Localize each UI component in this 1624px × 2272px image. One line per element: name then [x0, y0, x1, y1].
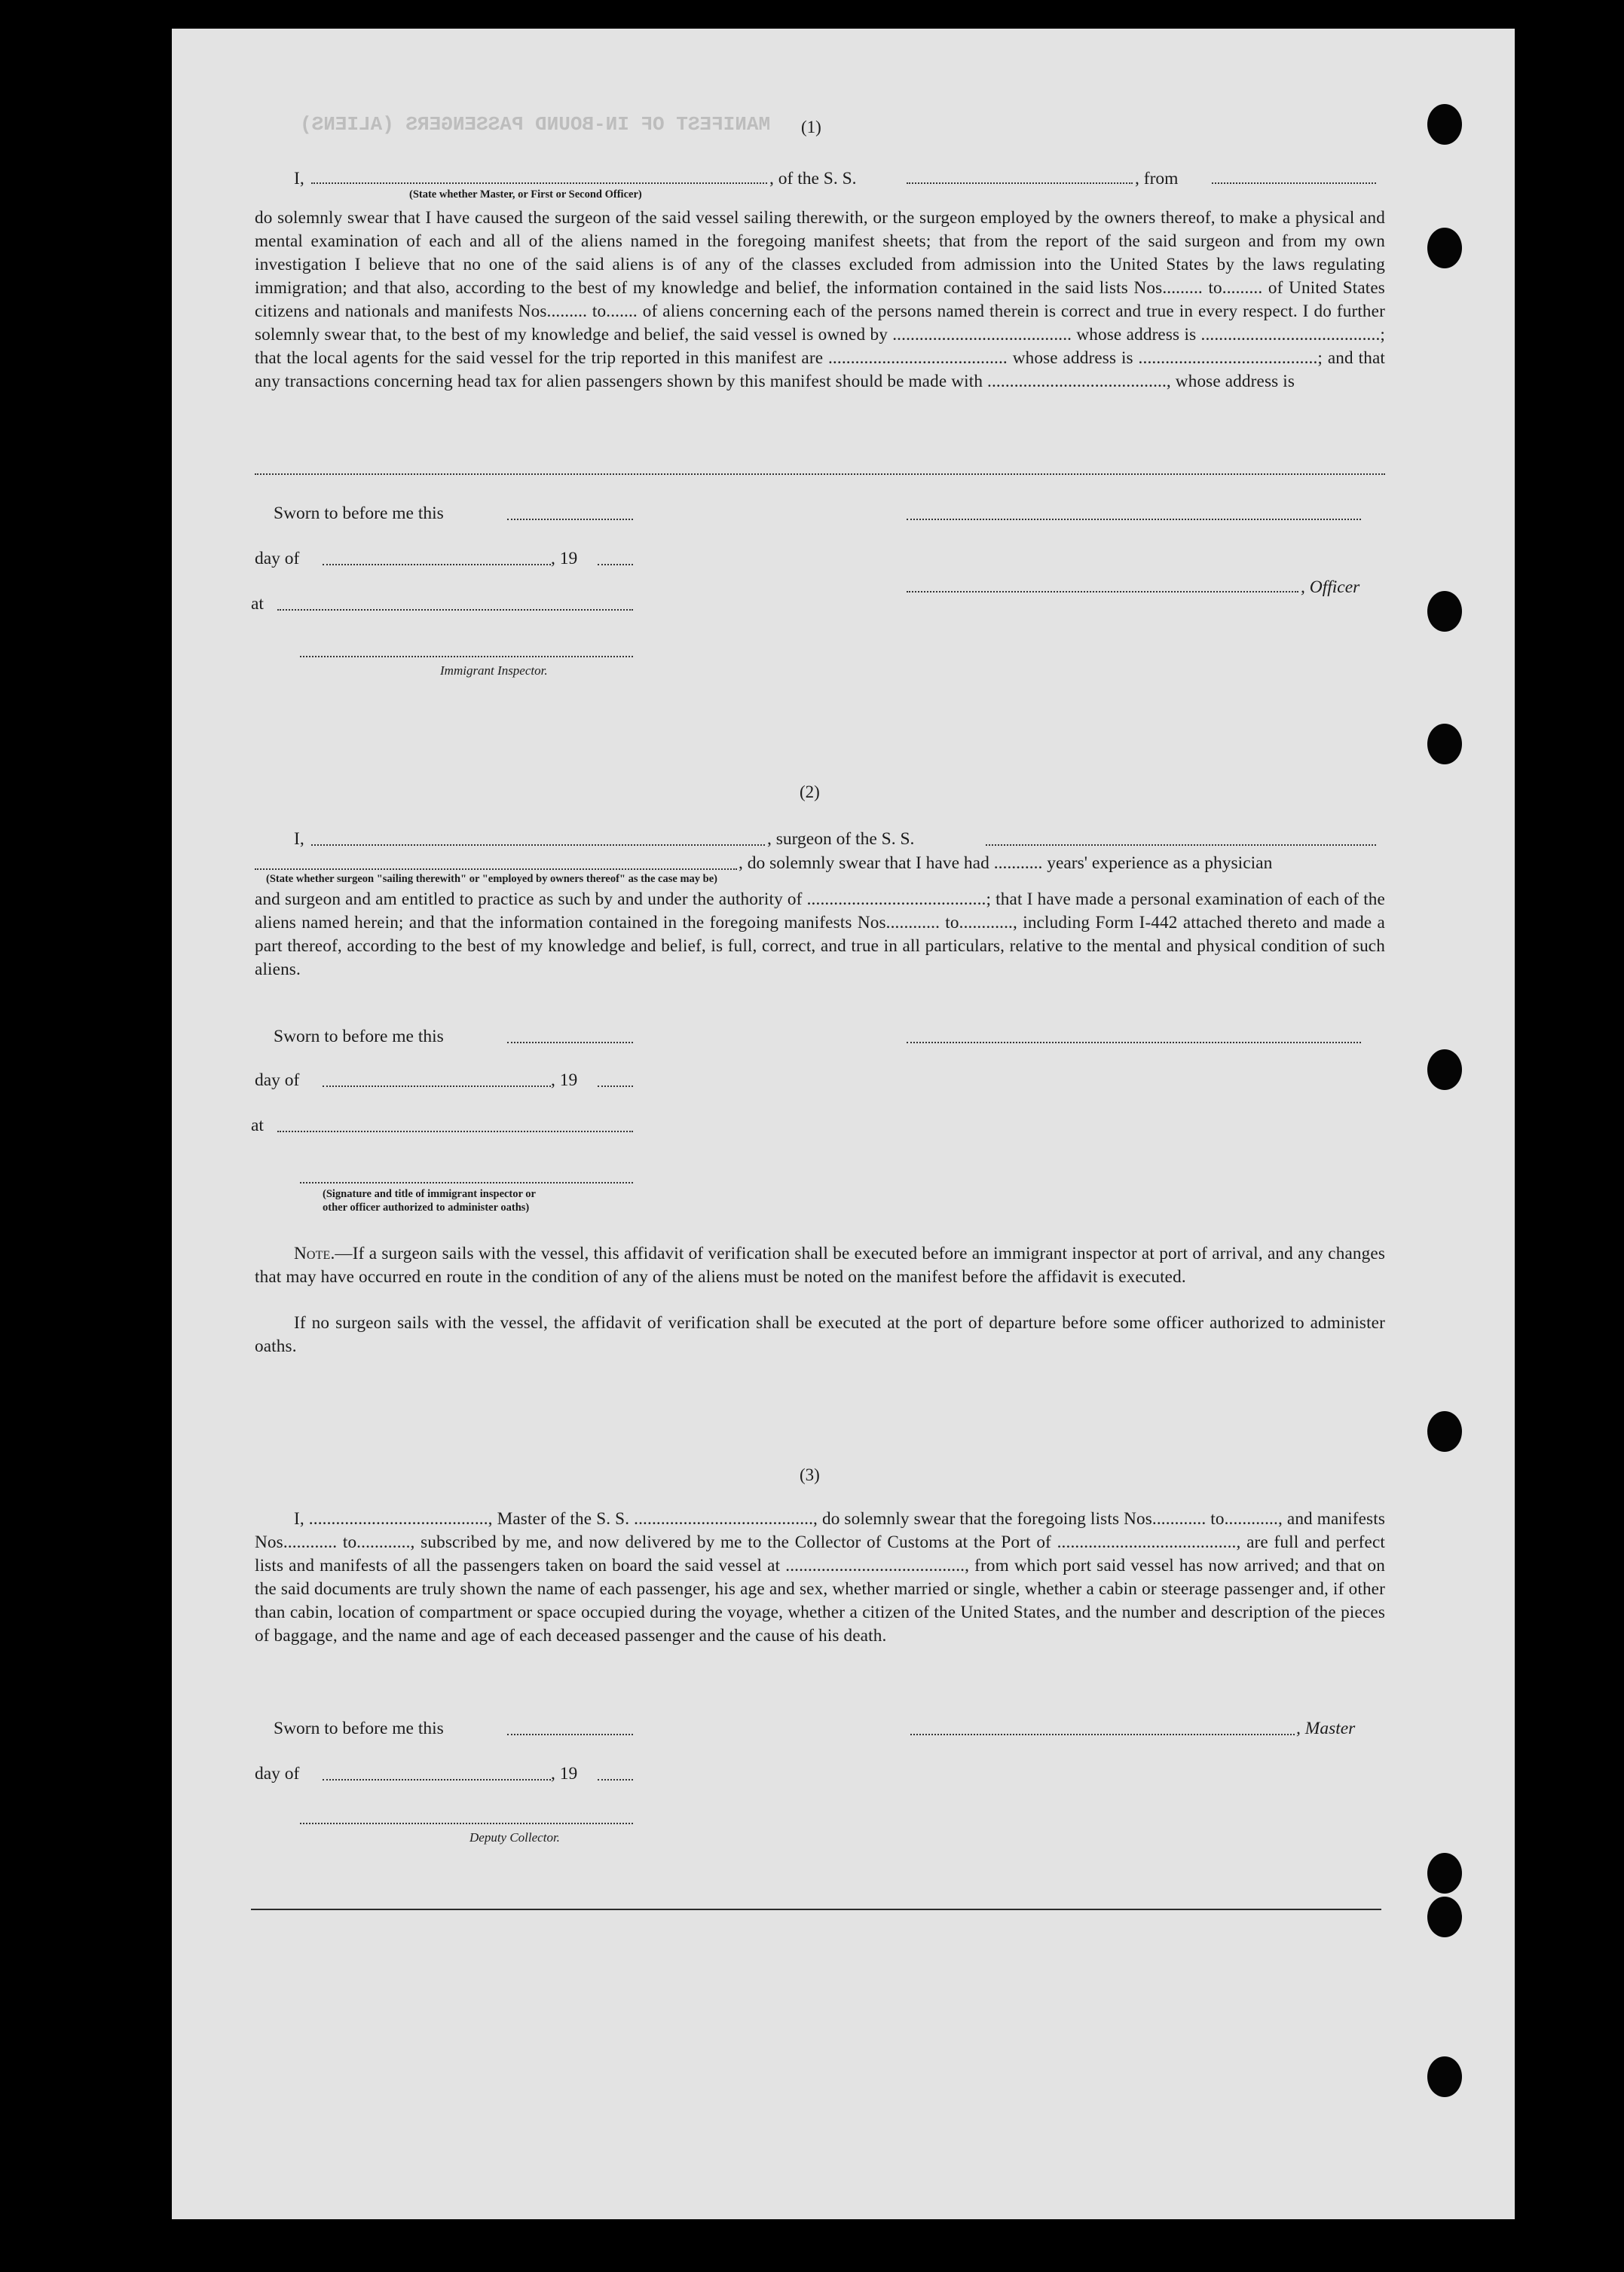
section-3-deputy-blank[interactable]: [300, 1823, 633, 1824]
section-2-sig-note-1: (Signature and title of immigrant inspector or: [323, 1188, 536, 1200]
section-2-note-2: If no surgeon sails with the vessel, the affidavit of verification shall be executed at the port of departure before some officer authorized to administer oaths.: [255, 1313, 1385, 1356]
section-3-master-blank[interactable]: [910, 1734, 1295, 1735]
note-text: —If a surgeon sails with the vessel, this affidavit of verification shall be executed before an immigrant inspector at port of arrival, and any changes that may have occurred en route in the condition of any of the aliens must be noted on the manifest before the affidavit is executed.: [255, 1244, 1385, 1287]
punch-hole: [1427, 591, 1462, 632]
section-3-sworn-blank[interactable]: [507, 1734, 633, 1735]
section-2-paragraph: and surgeon and am entitled to practice as such by and under the authority of ........................................; that I have made a personal examination of each of the aliens named herein; and that the information contained in the foregoing manifests Nos............ to............, including Form I-442 attached thereto and made a part thereof, according to the best of my knowledge and belief, is full, correct, and true in all particulars, relative to the mental and physical condition of such aliens.: [255, 890, 1385, 979]
section-3-master: , Master: [1296, 1719, 1356, 1738]
section-1-signature-blank[interactable]: [907, 519, 1361, 520]
section-2-note: [255, 1242, 1385, 1289]
section-3-year-blank[interactable]: [598, 1779, 633, 1781]
section-3-day-of: day of: [255, 1764, 300, 1784]
punch-hole: [1427, 1049, 1462, 1090]
section-2-sworn-blank[interactable]: [507, 1042, 633, 1043]
section-2-title-blank[interactable]: [255, 868, 737, 870]
section-1-address-blank[interactable]: [255, 473, 1385, 475]
punch-hole: [1427, 724, 1462, 764]
section-2-oath-blank[interactable]: [300, 1182, 633, 1183]
section-2-sig-note-2: other officer authorized to administer oaths): [323, 1202, 530, 1214]
section-2-year-blank[interactable]: [598, 1085, 633, 1087]
section-1-day-of: day of: [255, 549, 300, 568]
punch-hole: [1427, 104, 1462, 145]
section-1-ship-blank[interactable]: [907, 182, 1133, 184]
section-2-state-note: (State whether surgeon "sailing therewith" or "employed by owners thereof" as the case may be): [266, 873, 717, 885]
section-3-year: , 19: [551, 1764, 578, 1784]
section-1-officer: , Officer: [1301, 577, 1360, 597]
section-3-number: (3): [800, 1465, 820, 1484]
section-1-at-blank[interactable]: [277, 609, 633, 611]
section-1-from: , from: [1135, 169, 1179, 188]
section-1-line1-i: I,: [294, 169, 304, 188]
section-2-line2: , do solemnly swear that I have had ........... years' experience as a physician: [739, 853, 1273, 873]
section-2-name-blank[interactable]: [311, 844, 765, 846]
section-3-sworn: Sworn to before me this: [274, 1719, 444, 1738]
section-1-rank-blank[interactable]: [311, 182, 767, 184]
section-3-paragraph: I, ........................................, Master of the S. S. ........................................, do solemnly swear that the foregoing lists Nos............ to............, and manifests Nos............ to............, subscribed by me, and now delivered by me to the Collector of Customs at the Port of ........................................, are full and perfect lists and manifests of all the passengers taken on board the said vessel at ........................................, from which port said vessel has now arrived; and that on the said documents are truly shown the name of each passenger, his age and sex, whether married or single, whether a cabin or steerage passenger and, if other than cabin, location of compartment or space occupied during the voyage, whether a citizen of the United States, and the number and description of the pieces of baggage, and the name and age of each deceased passenger and the cause of his death.: [255, 1509, 1385, 1646]
punch-hole: [1427, 2056, 1462, 2097]
section-2-day-of: day of: [255, 1070, 300, 1090]
section-1-sworn: Sworn to before me this: [274, 504, 444, 523]
section-2-ship-blank[interactable]: [986, 844, 1376, 846]
section-1-from-blank[interactable]: [1212, 182, 1376, 184]
section-2-number: (2): [800, 782, 820, 801]
section-2-signature-blank[interactable]: [907, 1042, 1361, 1043]
section-1-number: (1): [801, 118, 821, 136]
section-1-of-ss: , of the S. S.: [769, 169, 857, 188]
section-1-inspector: Immigrant Inspector.: [440, 663, 548, 678]
section-2-sworn: Sworn to before me this: [274, 1027, 444, 1046]
section-2-day-blank[interactable]: [323, 1085, 551, 1087]
section-3-deputy: Deputy Collector.: [469, 1830, 560, 1845]
punch-hole: [1427, 1897, 1462, 1937]
section-2-line1-i: I,: [294, 829, 304, 849]
note-label: Note.: [294, 1244, 335, 1263]
section-1-sworn-blank[interactable]: [507, 519, 633, 520]
bottom-rule: [251, 1909, 1381, 1910]
punch-hole: [1427, 1853, 1462, 1894]
section-1-paragraph: do solemnly swear that I have caused the surgeon of the said vessel sailing therewith, or the surgeon employed by the owners thereof, to make a physical and mental examination of each and all of the aliens named in the foregoing manifest sheets; that from the report of the said surgeon and from my own investigation I believe that no one of the said aliens is of any of the classes excluded from admission into the United States by the laws regulating immigration; and that also, according to the best of my knowledge and belief, the information contained in the said lists Nos......... to......... of United States citizens and nationals and manifests Nos......... to....... of aliens concerning each of the persons named therein is correct and true in every respect. I do further solemnly swear that, to the best of my knowledge and belief, the said vessel is owned by ........................................ whose address is ........................................; that the local agents for the said vessel for the trip reported in this manifest are ........................................ whose address is ........................................; and that any transactions concerning head tax for alien passengers shown by this manifest should be made with ........................................, whose address is: [255, 208, 1385, 391]
section-1-inspector-blank[interactable]: [300, 656, 633, 657]
bleedthrough-banner: MANIFEST OF IN-BOUND PASSENGERS (ALIENS): [300, 113, 771, 136]
section-1-at: at: [251, 594, 264, 614]
punch-hole: [1427, 228, 1462, 268]
section-2-at-blank[interactable]: [277, 1131, 633, 1132]
section-2-at: at: [251, 1116, 264, 1135]
manifest-page: [172, 29, 1515, 2219]
section-1-officer-blank[interactable]: [907, 591, 1298, 592]
section-2-surgeon-of: , surgeon of the S. S.: [767, 829, 915, 849]
section-1-year-blank[interactable]: [598, 564, 633, 565]
section-1-day-blank[interactable]: [323, 564, 551, 565]
section-1-year: , 19: [551, 549, 578, 568]
punch-hole: [1427, 1411, 1462, 1452]
section-2-year: , 19: [551, 1070, 578, 1090]
section-1-state-note: (State whether Master, or First or Second Officer): [409, 188, 642, 201]
section-3-day-blank[interactable]: [323, 1779, 551, 1781]
